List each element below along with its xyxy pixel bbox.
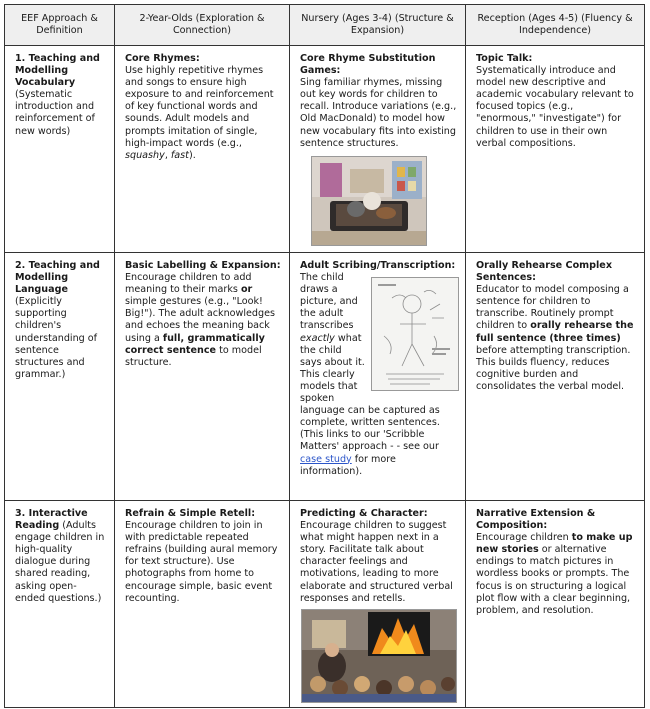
- classroom-photo: [311, 156, 427, 246]
- child-drawing-photo: [371, 277, 459, 391]
- nursery-cell: [290, 46, 466, 253]
- story-time-graphic: [302, 610, 456, 702]
- cell-title: Narrative Extension & Composition:: [476, 508, 596, 532]
- reception-cell: [466, 253, 645, 501]
- case-study-link[interactable]: case study: [300, 453, 352, 465]
- approach-cell: [5, 253, 115, 501]
- table-row: [5, 46, 645, 253]
- cell-text: Encourage children to suggest what might happen next in a story. Facilitate talk about character feelings and motivations, leading to more elaborate and structured verbal responses and retells.: [300, 520, 453, 604]
- approach-title: 3. Interactive Reading: [15, 508, 88, 532]
- reception-cell: [466, 46, 645, 253]
- cell-text: Use highly repetitive rhymes and songs to ensure high exposure to and reinforcement of key functional words and sounds. Adult models and prompts imitation of single, high-impact words (e.g., squashy, fast).: [125, 65, 274, 161]
- header-row: [5, 5, 645, 46]
- approach-description: (Adults engage children in high-quality dialogue during shared reading, asking open-ended questions.): [15, 520, 105, 604]
- cell-text: Encourage children to make up new stories or alternative endings to match pictures in wordless books or prompts. The focus is on structuring a logical plot flow with a clear beginning, problem, and resolution.: [476, 532, 633, 616]
- approach-title: 1. Teaching and Modelling Vocabulary: [15, 53, 100, 89]
- two-year-olds-cell: [115, 501, 290, 708]
- story-time-photo: [301, 609, 457, 703]
- classroom-photo-graphic: [312, 157, 426, 245]
- table-row: [5, 501, 645, 708]
- nursery-cell: [290, 253, 466, 501]
- reception-cell: [466, 501, 645, 708]
- header-reception: Reception (Ages 4-5) (Fluency & Independence): [466, 5, 645, 46]
- approach-description: (Systematic introduction and reinforcement of new words): [15, 89, 95, 137]
- eef-approach-table: [4, 4, 645, 708]
- cell-title: Core Rhymes:: [125, 53, 200, 64]
- cell-title: Topic Talk:: [476, 53, 533, 64]
- header-approach: EEF Approach & Definition: [5, 5, 115, 46]
- cell-text: Sing familiar rhymes, missing out key words for children to recall. Introduce variations (e.g., Old MacDonald) to model how new vocabulary fits into existing sentence structures.: [300, 77, 457, 149]
- nursery-cell: [290, 501, 466, 708]
- two-year-olds-cell: [115, 253, 290, 501]
- cell-text: The child draws a picture, and the adult transcribes exactly what the child says about it. This clearly models that spoken language can be captured as complete, written sentences. (This links to our 'Scribble Matters' approach - - see our case study for more information).: [300, 272, 440, 477]
- cell-text: Educator to model composing a sentence for children to transcribe. Routinely prompt children to orally rehearse the full sentence (three times) before attempting transcription. This builds fluency, reduces cognitive burden and consolidates the verbal model.: [476, 284, 634, 392]
- cell-title: Refrain & Simple Retell:: [125, 508, 256, 519]
- cell-title: Predicting & Character:: [300, 508, 428, 519]
- approach-cell: [5, 46, 115, 253]
- header-two-year-olds: 2-Year-Olds (Exploration & Connection): [115, 5, 290, 46]
- child-drawing-graphic: [372, 278, 458, 390]
- cell-title: Adult Scribing/Transcription:: [300, 260, 456, 271]
- table-row: [5, 253, 645, 501]
- cell-text: Encourage children to add meaning to their marks or simple gestures (e.g., "Look! Big!"). The adult acknowledges and echoes the meaning back using a full, grammatically correct sentence to model structure.: [125, 272, 276, 368]
- cell-title: Basic Labelling & Expansion:: [125, 260, 281, 271]
- approach-title: 2. Teaching and Modelling Language: [15, 260, 100, 296]
- cell-title: Orally Rehearse Complex Sentences:: [476, 260, 613, 284]
- header-nursery: Nursery (Ages 3-4) (Structure & Expansion): [290, 5, 466, 46]
- two-year-olds-cell: [115, 46, 290, 253]
- approach-cell: [5, 501, 115, 708]
- cell-text: Systematically introduce and model new descriptive and academic vocabulary relevant to focused topics (e.g., "enormous," "investigate") for children to use in their own verbal compositions.: [476, 65, 634, 149]
- cell-text: Encourage children to join in with predictable repeated refrains (building aural memory for text structure). Use photographs from home to encourage simple, basic event recounting.: [125, 520, 278, 604]
- approach-description: (Explicitly supporting children's understanding of sentence structures and grammar.): [15, 296, 98, 380]
- cell-title: Core Rhyme Substitution Games:: [300, 53, 436, 77]
